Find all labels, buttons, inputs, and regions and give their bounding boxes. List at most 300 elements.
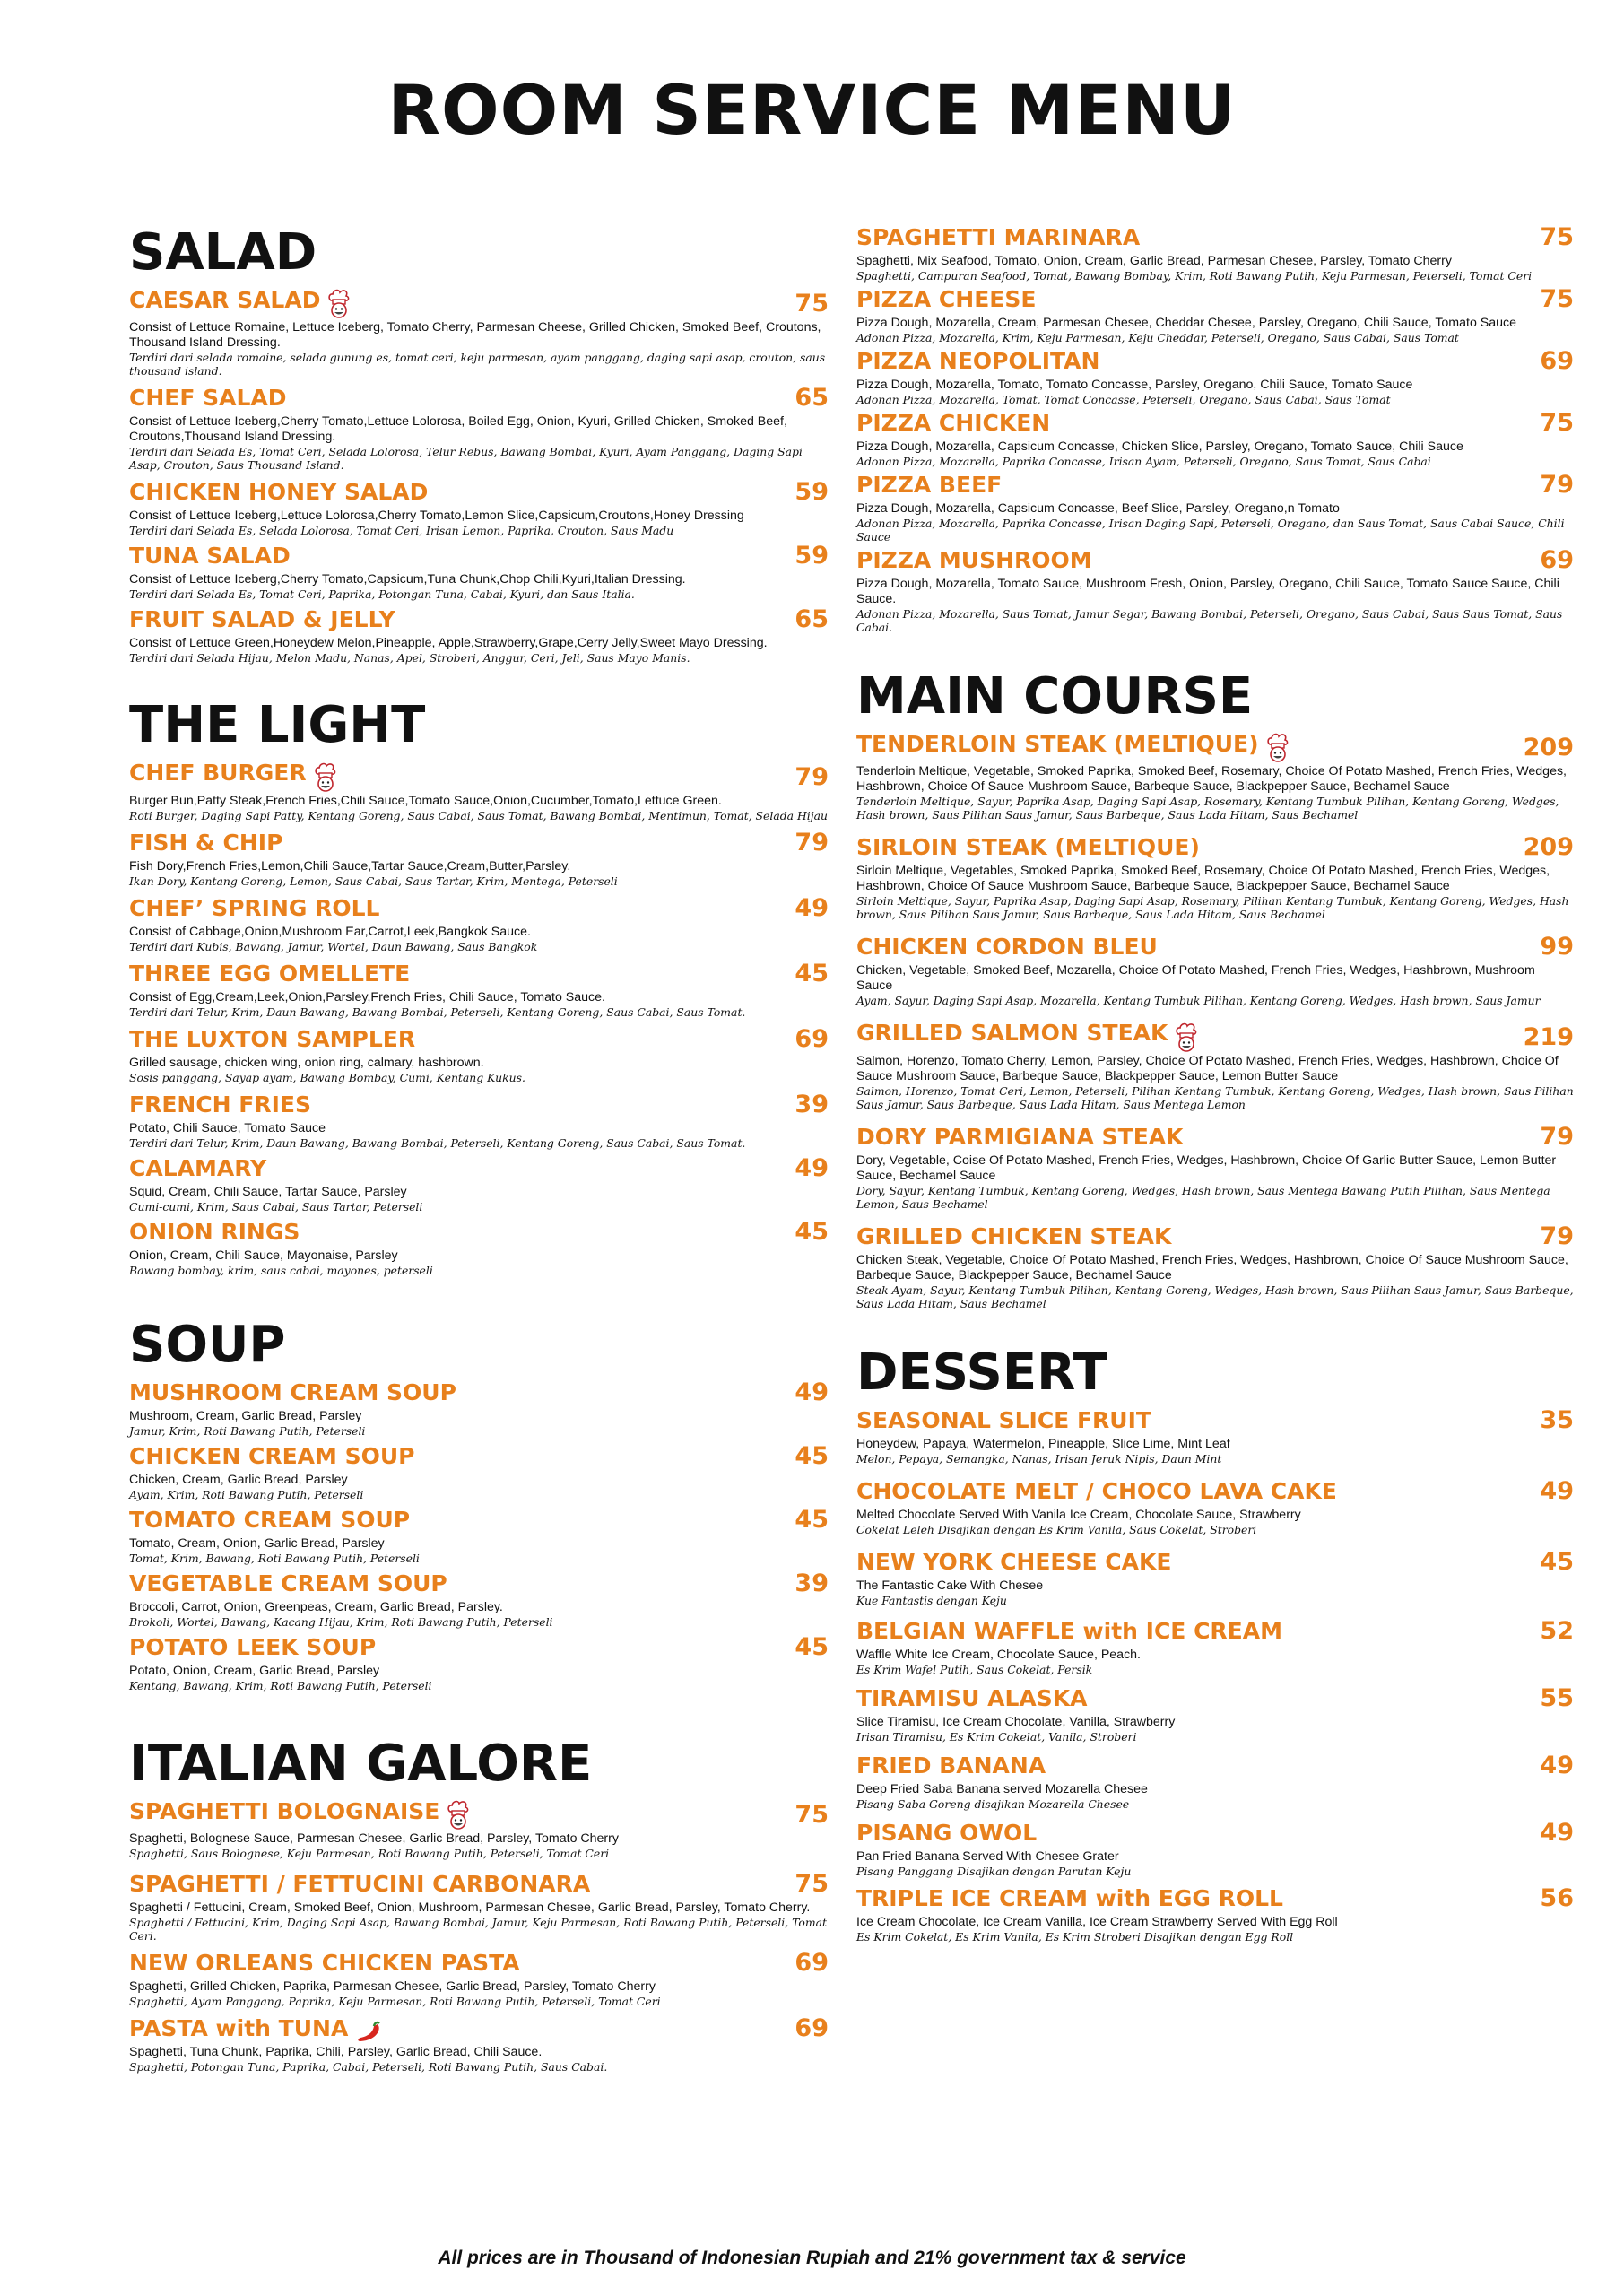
menu-item-description: Dory, Vegetable, Coise Of Potato Mashed, French Fries, Wedges, Hashbrown, Choice Of Garlic Butter Sauce, Lemon Butter Sauce, Bechamel Sauce <box>856 1152 1557 1183</box>
menu-item-description-indonesian: Ayam, Sayur, Daging Sapi Asap, Mozarella, Kentang Tumbuk Pilihan, Kentang Goreng, Wedges, Hash brown, Saus Jamur <box>856 994 1541 1008</box>
menu-item-name: CHICKEN HONEY SALAD <box>129 479 429 506</box>
menu-item-name: SIRLOIN STEAK (MELTIQUE) <box>856 834 1200 861</box>
menu-item-price: 52 <box>1540 1616 1574 1645</box>
menu-item-name-wrap <box>856 1883 1283 1914</box>
menu-item <box>129 1441 829 1501</box>
menu-item-description: The Fantastic Cake With Chesee <box>856 1578 1044 1593</box>
menu-item-name-wrap <box>129 477 428 508</box>
menu-item-description-indonesian: Es Krim Wafel Putih, Saus Cokelat, Persik <box>856 1662 1093 1676</box>
menu-item-description: Consist of Lettuce Romaine, Lettuce Iceberg, Tomato Cherry, Parmesan Cheese, Grilled Chicken, Smoked Beef, Croutons, Thousand Island Dressing. <box>129 320 821 351</box>
menu-item-name: VEGETABLE CREAM SOUP <box>129 1570 447 1596</box>
menu-item <box>129 758 829 822</box>
menu-item-description: Chicken, Cream, Garlic Bread, Parsley <box>129 1472 348 1487</box>
page-title: ROOM SERVICE MENU <box>387 70 1237 150</box>
menu-item-price: 75 <box>795 1800 829 1829</box>
menu-item-price: 75 <box>1540 285 1574 313</box>
menu-item-header <box>856 1405 1574 1436</box>
menu-item <box>129 477 829 537</box>
menu-item-price: 59 <box>795 542 829 570</box>
menu-item-description: Mushroom, Cream, Garlic Bread, Parsley <box>129 1408 362 1423</box>
menu-item <box>856 832 1574 921</box>
menu-item-price: 45 <box>795 1505 829 1534</box>
menu-item-header <box>856 408 1574 439</box>
menu-item-description: Waffle White Ice Cream, Chocolate Sauce, Peach. <box>856 1647 1142 1662</box>
menu-item-price: 49 <box>1540 1751 1574 1779</box>
menu-item-header <box>129 1090 829 1120</box>
menu-item-header <box>129 758 829 792</box>
menu-item-header <box>856 1018 1574 1052</box>
menu-item-name-wrap <box>129 1505 410 1535</box>
menu-item-price: 69 <box>795 1948 829 1977</box>
menu-item-description-indonesian: Terdiri dari Selada Es, Selada Lolorosa, Tomat Ceri, Irisan Lemon, Paprika, Crouton, Saus Madu <box>129 524 674 538</box>
menu-item-name-wrap <box>129 285 351 319</box>
menu-item-header <box>856 1547 1574 1578</box>
menu-item-price: 79 <box>795 828 829 857</box>
menu-item <box>129 1153 829 1213</box>
menu-item <box>856 1476 1574 1536</box>
menu-item-description: Pizza Dough, Mozarella, Cream, Parmesan Chesee, Cheddar Chesee, Parsley, Oregano, Chili Sauce, Tomato Sauce <box>856 316 1517 330</box>
menu-section <box>129 224 829 665</box>
menu-item-header <box>856 1883 1574 1914</box>
menu-item-description: Ice Cream Chocolate, Ice Cream Vanilla, Ice Cream Strawberry Served With Egg Roll <box>856 1914 1338 1929</box>
menu-item-name-wrap <box>856 545 1092 576</box>
menu-item-name-wrap <box>856 470 1002 500</box>
menu-item-description-indonesian: Terdiri dari selada romaine, selada gunung es, tomat ceri, keju parmesan, ayam panggang, daging sapi asap, crouton, saus thousand island. <box>129 351 826 378</box>
menu-item-name: BELGIAN WAFFLE with ICE CREAM <box>856 1617 1282 1644</box>
menu-item <box>129 383 829 472</box>
menu-item-price: 49 <box>795 893 829 922</box>
menu-item-description: Tomato, Cream, Onion, Garlic Bread, Parsley <box>129 1535 385 1551</box>
menu-item-description-indonesian: Terdiri dari Selada Es, Tomat Ceri, Selada Lolorosa, Telur Rebus, Bawang Bombai, Kyuri, Ayam Panggang, Daging Sapi Asap, Crouton, Saus Thousand Island. <box>129 445 803 473</box>
menu-item-price: 99 <box>1540 933 1574 961</box>
section-title: SOUP <box>129 1315 286 1374</box>
menu-item-description-indonesian: Ayam, Krim, Roti Bawang Putih, Peterseli <box>129 1487 364 1501</box>
menu-item-description: Deep Fried Saba Banana served Mozarella Chesee <box>856 1781 1148 1796</box>
menu-item <box>129 1632 829 1692</box>
menu-item-name-wrap <box>856 1222 1171 1252</box>
menu-item-price: 79 <box>795 762 829 791</box>
menu-item-description: Sirloin Meltique, Vegetables, Smoked Paprika, Smoked Beef, Rosemary, Choice Of Potato Mashed, French Fries, Wedges, Hashbrown, Choice Of Sauce Mushroom Sauce, Barbeque Sauce, Blackpepper Sauce, Bechamel Sauce <box>856 864 1550 894</box>
menu-item-name: POTATO LEEK SOUP <box>129 1633 377 1660</box>
menu-item-description: Salmon, Horenzo, Tomato Cherry, Lemon, Parsley, Choice Of Potato Mashed, French Fries, Wedges, Hashbrown, Choice Of Sauce Mushroom Sauce, Barbeque Sauce, Blackpepper Sauce, Lemon Butter Sauce <box>856 1053 1559 1083</box>
menu-item-description-indonesian: Terdiri dari Telur, Krim, Daun Bawang, Bawang Bombai, Peterseli, Kentang Goreng, Saus Cabai, Saus Tomat. <box>129 1135 746 1150</box>
menu-item <box>856 1547 1574 1607</box>
menu-item-name: FISH & CHIP <box>129 829 283 856</box>
menu-item-name: CALAMARY <box>129 1154 267 1181</box>
chili-spicy-icon <box>355 2021 382 2044</box>
price-footnote: All prices are in Thousand of Indonesian Rupiah and 21% government tax & service <box>438 2248 1186 2268</box>
menu-item-name: TUNA SALAD <box>129 543 291 570</box>
menu-section <box>129 1735 829 2074</box>
menu-item-name: SPAGHETTI MARINARA <box>856 224 1141 250</box>
menu-section <box>856 1344 1574 1944</box>
menu-item-price: 75 <box>1540 409 1574 437</box>
menu-item-price: 209 <box>1523 833 1574 862</box>
menu-item-description: Pizza Dough, Mozarella, Tomato Sauce, Mushroom Fresh, Onion, Parsley, Oregano, Chili Sauce, Tomato Sauce Sauce, Chili Sauce. <box>856 577 1559 606</box>
menu-item-name-wrap <box>856 346 1099 377</box>
menu-item-header <box>856 545 1574 576</box>
menu-item-description-indonesian: Tomat, Krim, Bawang, Roti Bawang Putih, Peterseli <box>129 1551 420 1565</box>
chef-recommendation-icon <box>314 762 337 793</box>
menu-item-header <box>129 383 829 413</box>
menu-item-description-indonesian: Adonan Pizza, Mozarella, Paprika Concasse, Irisan Ayam, Peterseli, Oregano, Saus Tomat, Saus Cabai <box>856 455 1431 468</box>
menu-item-name: FRENCH FRIES <box>129 1091 312 1118</box>
menu-item-name: PIZZA CHEESE <box>856 286 1037 312</box>
menu-item <box>856 1122 1574 1211</box>
menu-item-price: 69 <box>795 2014 829 2043</box>
menu-item <box>129 2013 829 2074</box>
menu-item-description-indonesian: Melon, Pepaya, Semangka, Nanas, Irisan Jeruk Nipis, Daun Mint <box>856 1451 1222 1465</box>
menu-item-description: Consist of Lettuce Iceberg,Cherry Tomato,Capsicum,Tuna Chunk,Chop Chili,Kyuri,Italian Dressing. <box>129 572 686 587</box>
chef-recommendation-icon <box>327 289 351 319</box>
menu-item-description-indonesian: Pisang Panggang Disajikan dengan Parutan Keju <box>856 1864 1132 1878</box>
menu-item-description-indonesian: Sirloin Meltique, Sayur, Paprika Asap, Daging Sapi Asap, Rosemary, Pilihan Kentang Tumbuk, Kentang Goreng, Wedges, Hash brown, Saus Pilihan Saus Jamur, Saus Barbeque, Saus Lada Hitam, Saus Bechamel <box>856 894 1569 922</box>
menu-item-name: TOMATO CREAM SOUP <box>129 1506 411 1533</box>
menu-item-name: DORY PARMIGIANA STEAK <box>856 1123 1184 1150</box>
menu-item-name-wrap <box>856 832 1200 863</box>
menu-item-name-wrap <box>129 1796 470 1831</box>
menu-item-name: CHOCOLATE MELT / CHOCO LAVA CAKE <box>856 1477 1337 1504</box>
menu-item-description: Fish Dory,French Fries,Lemon,Chili Sauce,Tartar Sauce,Cream,Butter,Parsley. <box>129 858 571 874</box>
menu-item-price: 79 <box>1540 471 1574 499</box>
menu-item-price: 56 <box>1540 1883 1574 1912</box>
chef-recommendation-icon <box>447 1800 470 1831</box>
menu-item-description-indonesian: Kue Fantastis dengan Keju <box>856 1593 1007 1607</box>
menu-item-name: PIZZA BEEF <box>856 472 1003 498</box>
menu-item-header <box>129 959 829 989</box>
menu-item-description-indonesian: Cokelat Leleh Disajikan dengan Es Krim Vanila, Saus Cokelat, Stroberi <box>856 1522 1257 1536</box>
chef-recommendation-icon <box>1266 733 1290 763</box>
menu-item-description: Potato, Chili Sauce, Tomato Sauce <box>129 1120 326 1135</box>
menu-item-price: 59 <box>795 478 829 507</box>
menu-item-description-indonesian: Adonan Pizza, Mozarella, Saus Tomat, Jamur Segar, Bawang Bombai, Peterseli, Oregano, Saus Cabai, Saus Saus Tomat, Saus Cabai. <box>856 607 1563 634</box>
menu-item-price: 75 <box>795 290 829 318</box>
menu-item <box>129 1796 829 1860</box>
menu-item-name-wrap <box>856 1683 1088 1714</box>
menu-item-description: Consist of Cabbage,Onion,Mushroom Ear,Carrot,Leek,Bangkok Sauce. <box>129 924 531 939</box>
menu-item-name: GRILLED CHICKEN STEAK <box>856 1222 1172 1249</box>
menu-item-name-wrap <box>129 959 410 989</box>
menu-item-name-wrap <box>129 1024 415 1055</box>
menu-item <box>856 1222 1574 1310</box>
menu-item-description-indonesian: Roti Burger, Daging Sapi Patty, Kentang Goreng, Saus Cabai, Saus Tomat, Bawang Bombai, Mentimun, Tomat, Selada Hijau <box>129 808 828 822</box>
menu-item-name: TIRAMISU ALASKA <box>856 1684 1088 1711</box>
menu-item <box>129 1378 829 1438</box>
menu-item-header <box>856 1616 1574 1647</box>
menu-section <box>129 697 829 1276</box>
menu-item-description: Spaghetti, Mix Seafood, Tomato, Onion, Cream, Garlic Bread, Parmesan Chesee, Parsley, Tomato Cherry <box>856 254 1452 268</box>
menu-item-name: NEW ORLEANS CHICKEN PASTA <box>129 1949 520 1976</box>
menu-item-name-wrap <box>129 1153 266 1184</box>
menu-item-description-indonesian: Sosis panggang, Sayap ayam, Bawang Bombay, Cumi, Kentang Kukus. <box>129 1070 525 1084</box>
right-column <box>856 222 1574 1944</box>
menu-item-price: 49 <box>795 1378 829 1406</box>
menu-item-description-indonesian: Spaghetti, Campuran Seafood, Tomat, Bawang Bombay, Krim, Roti Bawang Putih, Keju Parmesan, Peterseli, Tomat Ceri <box>856 269 1533 283</box>
menu-item-price: 75 <box>795 1869 829 1898</box>
menu-item-price: 69 <box>1540 347 1574 375</box>
menu-item-header <box>129 541 829 571</box>
menu-item-price: 45 <box>795 959 829 987</box>
menu-item <box>856 1616 1574 1676</box>
menu-item-name: ONION RINGS <box>129 1218 300 1245</box>
menu-item-description-indonesian: Spaghetti, Potongan Tuna, Paprika, Cabai, Peterseli, Roti Bawang Putih, Saus Cabai. <box>129 2060 608 2074</box>
menu-item-header <box>129 1024 829 1055</box>
menu-item-price: 55 <box>1540 1683 1574 1712</box>
menu-item-description: Broccoli, Carrot, Onion, Greenpeas, Cream, Garlic Bread, Parsley. <box>129 1599 503 1614</box>
menu-item-description-indonesian: Adonan Pizza, Mozarella, Krim, Keju Parmesan, Keju Cheddar, Peterseli, Oregano, Saus Cabai, Saus Tomat <box>856 331 1459 344</box>
menu-item-description: Pizza Dough, Mozarella, Tomato, Tomato Concasse, Parsley, Oregano, Chili Sauce, Tomato Sauce <box>856 378 1413 392</box>
menu-item <box>856 222 1574 283</box>
menu-item-header <box>129 1441 829 1472</box>
menu-item-description-indonesian: Brokoli, Wortel, Bawang, Kacang Hijau, Krim, Roti Bawang Putih, Peterseli <box>129 1614 553 1629</box>
menu-item-name: SPAGHETTI / FETTUCINI CARBONARA <box>129 1870 591 1897</box>
menu-item-header <box>129 1869 829 1900</box>
menu-item <box>129 604 829 665</box>
menu-item <box>856 1683 1574 1744</box>
menu-item-description-indonesian: Terdiri dari Selada Hijau, Melon Madu, Nanas, Apel, Stroberi, Anggur, Ceri, Jeli, Saus Mayo Manis. <box>129 651 690 665</box>
menu-item-name: TRIPLE ICE CREAM with EGG ROLL <box>856 1884 1283 1911</box>
menu-item-name: PASTA with TUNA <box>129 2014 349 2041</box>
menu-item-price: 219 <box>1523 1022 1574 1051</box>
menu-item <box>856 1018 1574 1110</box>
menu-item <box>129 1090 829 1150</box>
section-title: ITALIAN GALORE <box>129 1734 593 1793</box>
menu-item-header <box>129 285 829 319</box>
menu-item-price: 45 <box>795 1217 829 1246</box>
menu-item <box>856 408 1574 468</box>
menu-item-name: SEASONAL SLICE FRUIT <box>856 1406 1151 1433</box>
menu-item-description-indonesian: Adonan Pizza, Mozarella, Tomat, Tomat Concasse, Peterseli, Oregano, Saus Cabai, Saus Tomat <box>856 393 1391 406</box>
menu-item-header <box>129 1505 829 1535</box>
menu-item-header <box>856 222 1574 253</box>
menu-item-price: 49 <box>795 1153 829 1182</box>
menu-item <box>856 545 1574 634</box>
menu-item-description: Spaghetti, Tuna Chunk, Paprika, Chili, Parsley, Garlic Bread, Chili Sauce. <box>129 2045 543 2060</box>
menu-item-description: Spaghetti / Fettucini, Cream, Smoked Beef, Onion, Mushroom, Parmesan Chesee, Garlic Bread, Parsley, Tomato Cherry. <box>129 1900 811 1915</box>
menu-item-description: Consist of Lettuce Iceberg,Cherry Tomato,Lettuce Lolorosa, Boiled Egg, Onion, Kyuri, Grilled Chicken, Smoked Beef, Croutons,Thousand Island Dressing. <box>129 414 787 445</box>
menu-item-price: 69 <box>795 1024 829 1053</box>
menu-item-header <box>129 1796 829 1831</box>
menu-item-description-indonesian: Jamur, Krim, Roti Bawang Putih, Peterseli <box>129 1423 366 1438</box>
menu-item-description-indonesian: Dory, Sayur, Kentang Tumbuk, Kentang Goreng, Wedges, Hash brown, Saus Mentega Bawang Putih Pilihan, Saus Mentega Lemon, Saus Bechamel <box>856 1183 1550 1211</box>
menu-item-header <box>856 1122 1574 1152</box>
menu-item <box>856 470 1574 544</box>
menu-item-name: CHEF’ SPRING ROLL <box>129 894 380 921</box>
menu-item-name: FRUIT SALAD & JELLY <box>129 606 395 633</box>
menu-item-name-wrap <box>856 1818 1037 1848</box>
menu-item-header <box>129 893 829 924</box>
menu-item-header <box>856 729 1574 763</box>
chef-recommendation-icon <box>1175 1022 1198 1053</box>
menu-item <box>856 1883 1574 1944</box>
menu-item-header <box>129 477 829 508</box>
menu-item-description: Spaghetti, Grilled Chicken, Paprika, Parmesan Chesee, Garlic Bread, Parsley, Tomato Cherry <box>129 1979 656 1994</box>
menu-item-description-indonesian: Terdiri dari Kubis, Bawang, Jamur, Wortel, Daun Bawang, Saus Bangkok <box>129 939 538 953</box>
menu-item-name-wrap <box>129 2013 382 2044</box>
menu-item-name-wrap <box>129 758 337 792</box>
menu-item-header <box>856 470 1574 500</box>
menu-item-price: 75 <box>1540 223 1574 251</box>
menu-item-name-wrap <box>856 1616 1282 1647</box>
menu-section <box>856 222 1574 634</box>
menu-item-name: CHEF SALAD <box>129 385 287 412</box>
menu-item <box>856 729 1574 822</box>
menu-item-description-indonesian: Tenderloin Meltique, Sayur, Paprika Asap, Daging Sapi Asap, Rosemary, Kentang Tumbuk Pilihan, Kentang Goreng, Wedges, Hash brown, Saus Pilihan Saus Jamur, Saus Barbeque, Saus Lada Hitam, Saus Bechamel <box>856 795 1559 822</box>
menu-item-description: Onion, Cream, Chili Sauce, Mayonaise, Parsley <box>129 1248 398 1263</box>
menu-item-header <box>856 346 1574 377</box>
menu-item-header <box>129 1217 829 1248</box>
menu-item-header <box>856 284 1574 315</box>
menu-item <box>856 346 1574 406</box>
menu-item-price: 49 <box>1540 1476 1574 1505</box>
menu-item-name: PIZZA MUSHROOM <box>856 547 1092 573</box>
menu-item-description-indonesian: Spaghetti / Fettucini, Krim, Daging Sapi Asap, Bawang Bombai, Jamur, Keju Parmesan, Roti Bawang Putih, Peterseli, Tomat Ceri. <box>129 1915 827 1943</box>
left-column <box>129 224 829 2074</box>
menu-item-price: 79 <box>1540 1222 1574 1250</box>
section-title: DESSERT <box>856 1343 1107 1402</box>
menu-item-price: 65 <box>795 605 829 634</box>
menu-item-header <box>129 828 829 858</box>
menu-item-name-wrap <box>856 1751 1046 1781</box>
menu-item-name-wrap <box>856 1405 1151 1436</box>
menu-item-description: Pizza Dough, Mozarella, Capsicum Concasse, Beef Slice, Parsley, Oregano,n Tomato <box>856 501 1340 516</box>
menu-item-header <box>856 1476 1574 1507</box>
menu-item <box>856 1751 1574 1811</box>
menu-item <box>856 1405 1574 1465</box>
menu-item-description: Pizza Dough, Mozarella, Capsicum Concasse, Chicken Slice, Parsley, Oregano, Tomato Sauce, Chili Sauce <box>856 439 1463 454</box>
menu-item-price: 79 <box>1540 1122 1574 1151</box>
menu-item-price: 49 <box>1540 1818 1574 1847</box>
menu-item-name-wrap <box>856 1122 1184 1152</box>
menu-item-header <box>856 1683 1574 1714</box>
menu-item-header <box>129 604 829 635</box>
section-title: SALAD <box>129 223 317 282</box>
menu-item-name-wrap <box>129 383 287 413</box>
menu-item-description-indonesian: Adonan Pizza, Mozarella, Paprika Concasse, Irisan Daging Sapi, Peterseli, Oregano, dan Saus Tomat, Saus Cabai Sauce, Chili Sauce <box>856 517 1565 544</box>
menu-item <box>856 284 1574 344</box>
menu-item-name: PIZZA CHICKEN <box>856 410 1051 436</box>
menu-item <box>129 893 829 953</box>
menu-item-description-indonesian: Pisang Saba Goreng disajikan Mozarella Chesee <box>856 1796 1130 1811</box>
menu-item-name-wrap <box>129 1948 520 1979</box>
menu-item-description: Grilled sausage, chicken wing, onion ring, calmary, hashbrown. <box>129 1055 484 1070</box>
menu-item <box>856 932 1574 1007</box>
menu-item-description-indonesian: Bawang bombay, krim, saus cabai, mayones, peterseli <box>129 1263 433 1277</box>
menu-item-description: Slice Tiramisu, Ice Cream Chocolate, Vanilla, Strawberry <box>856 1714 1176 1729</box>
menu-item-description: Pan Fried Banana Served With Chesee Grater <box>856 1848 1119 1864</box>
menu-section <box>856 668 1574 1310</box>
menu-item-name-wrap <box>856 1476 1337 1507</box>
menu-item-header <box>856 932 1574 962</box>
menu-item-description: Consist of Lettuce Green,Honeydew Melon,Pineapple, Apple,Strawberry,Grape,Cerry Jelly,Sweet Mayo Dressing. <box>129 636 768 651</box>
menu-item-name: THREE EGG OMELLETE <box>129 960 411 987</box>
menu-item <box>129 1569 829 1629</box>
section-title: MAIN COURSE <box>856 667 1254 726</box>
menu-item-description-indonesian: Kentang, Bawang, Krim, Roti Bawang Putih, Peterseli <box>129 1678 432 1692</box>
menu-item-name: CHICKEN CREAM SOUP <box>129 1442 415 1469</box>
menu-item-description: Burger Bun,Patty Steak,French Fries,Chili Sauce,Tomato Sauce,Onion,Cucumber,Tomato,Lettuce Green. <box>129 793 722 808</box>
menu-item-name-wrap <box>129 1378 456 1408</box>
menu-item-price: 65 <box>795 384 829 413</box>
menu-item-name-wrap <box>129 828 282 858</box>
menu-item-name-wrap <box>856 1018 1198 1052</box>
menu-item-name-wrap <box>129 541 291 571</box>
menu-item <box>129 1024 829 1084</box>
menu-item-description-indonesian: Salmon, Horenzo, Tomat Ceri, Lemon, Peterseli, Pilihan Kentang Tumbuk, Kentang Goreng, Wedges, Hash brown, Saus Pilihan Saus Jamur, Saus Barbeque, Saus Lada Hitam, Saus Mentega Lemon <box>856 1083 1574 1111</box>
menu-item-description: Spaghetti, Bolognese Sauce, Parmesan Chesee, Garlic Bread, Parsley, Tomato Cherry <box>129 1831 619 1846</box>
menu-item-description-indonesian: Steak Ayam, Sayur, Kentang Tumbuk Pilihan, Kentang Goreng, Wedges, Hash brown, Saus Pilihan Saus Jamur, Saus Barbeque, Saus Lada Hitam, Saus Bechamel <box>856 1283 1574 1310</box>
menu-item-description: Squid, Cream, Chili Sauce, Tartar Sauce, Parsley <box>129 1184 407 1199</box>
menu-item-name: SPAGHETTI BOLOGNAISE <box>129 1797 440 1824</box>
menu-item-header <box>129 1378 829 1408</box>
menu-item-price: 45 <box>795 1441 829 1470</box>
menu-item-price: 45 <box>1540 1547 1574 1576</box>
menu-item-name: PISANG OWOL <box>856 1819 1038 1846</box>
menu-item-header <box>856 1751 1574 1781</box>
menu-item-description: Consist of Egg,Cream,Leek,Onion,Parsley,French Fries, Chili Sauce, Tomato Sauce. <box>129 989 605 1004</box>
menu-item-price: 39 <box>795 1569 829 1597</box>
menu-item-name-wrap <box>856 284 1036 315</box>
menu-item <box>129 1869 829 1943</box>
menu-item-price: 35 <box>1540 1405 1574 1434</box>
menu-item-name: NEW YORK CHEESE CAKE <box>856 1548 1172 1575</box>
menu-item-name-wrap <box>129 893 379 924</box>
menu-item <box>856 1818 1574 1878</box>
menu-item-header <box>856 832 1574 863</box>
menu-item-header <box>856 1222 1574 1252</box>
menu-item-name: CHEF BURGER <box>129 760 307 787</box>
menu-item <box>129 285 829 378</box>
menu-item-name-wrap <box>129 1869 590 1900</box>
menu-item-name: CHICKEN CORDON BLEU <box>856 934 1158 961</box>
menu-item-name-wrap <box>129 1569 447 1599</box>
menu-item <box>129 1948 829 2008</box>
menu-item-name-wrap <box>856 932 1158 962</box>
menu-item-description-indonesian: Irisan Tiramisu, Es Krim Cokelat, Vanila, Stroberi <box>856 1729 1137 1744</box>
menu-item-header <box>129 1632 829 1663</box>
menu-item-description-indonesian: Spaghetti, Ayam Panggang, Paprika, Keju Parmesan, Roti Bawang Putih, Peterseli, Tomat Ceri <box>129 1994 661 2008</box>
menu-item-name-wrap <box>856 1547 1171 1578</box>
menu-item <box>129 1217 829 1277</box>
menu-item-name-wrap <box>856 408 1050 439</box>
menu-item <box>129 541 829 601</box>
menu-item-price: 39 <box>795 1090 829 1118</box>
menu-item-price: 209 <box>1523 734 1574 762</box>
menu-item-name: MUSHROOM CREAM SOUP <box>129 1378 456 1405</box>
menu-item-name: PIZZA NEOPOLITAN <box>856 348 1100 374</box>
menu-item-name-wrap <box>129 1090 311 1120</box>
menu-item-header <box>856 1818 1574 1848</box>
menu-item-name: THE LUXTON SAMPLER <box>129 1025 416 1052</box>
menu-item-header <box>129 1153 829 1184</box>
menu-item-description-indonesian: Spaghetti, Saus Bolognese, Keju Parmesan, Roti Bawang Putih, Peterseli, Tomat Ceri <box>129 1846 610 1860</box>
menu-item-description-indonesian: Terdiri dari Selada Es, Tomat Ceri, Paprika, Potongan Tuna, Cabai, Kyuri, dan Saus Italia. <box>129 587 635 602</box>
menu-item-name: GRILLED SALMON STEAK <box>856 1020 1168 1047</box>
menu-item-name-wrap <box>129 604 395 635</box>
menu-item <box>129 828 829 888</box>
menu-item-name: TENDERLOIN STEAK (MELTIQUE) <box>856 731 1259 757</box>
menu-item-description-indonesian: Terdiri dari Telur, Krim, Daun Bawang, Bawang Bombai, Peterseli, Kentang Goreng, Saus Cabai, Saus Tomat. <box>129 1004 746 1019</box>
menu-item-name-wrap <box>856 222 1140 253</box>
menu-item-description-indonesian: Ikan Dory, Kentang Goreng, Lemon, Saus Cabai, Saus Tartar, Krim, Mentega, Peterseli <box>129 874 618 888</box>
menu-item-name-wrap <box>129 1217 300 1248</box>
menu-item-description: Tenderloin Meltique, Vegetable, Smoked Paprika, Smoked Beef, Rosemary, Choice Of Potato Mashed, French Fries, Wedges, Hashbrown, Choice Of Sauce Mushroom Sauce, Barbeque Sauce, Blackpepper Sauce, Bechamel Sauce <box>856 764 1568 795</box>
menu-item-price: 45 <box>795 1632 829 1661</box>
menu-item-header <box>129 1569 829 1599</box>
menu-item-name-wrap <box>856 729 1290 763</box>
menu-item-name: CAESAR SALAD <box>129 287 321 313</box>
menu-item-description-indonesian: Es Krim Cokelat, Es Krim Vanila, Es Krim Stroberi Disajikan dengan Egg Roll <box>856 1929 1294 1944</box>
